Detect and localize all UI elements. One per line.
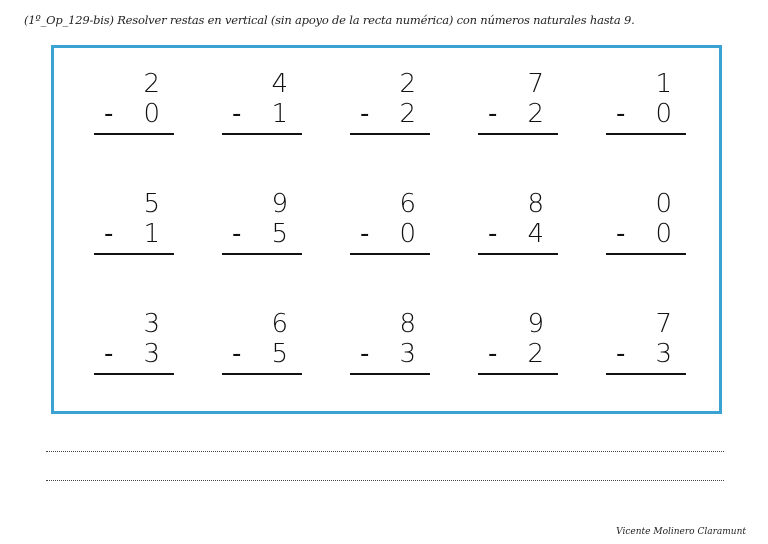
minus-sign: - (488, 99, 498, 129)
subtrahend: 0 (143, 99, 160, 129)
minuend: 8 (399, 309, 416, 339)
minus-sign: - (104, 99, 114, 129)
subtrahend: 1 (271, 99, 288, 129)
answer-line (606, 133, 686, 135)
minuend: 8 (527, 189, 544, 219)
subtrahend: 3 (143, 339, 160, 369)
answer-line (94, 133, 174, 135)
subtrahend: 0 (399, 219, 416, 249)
minus-sign: - (488, 219, 498, 249)
answer-line (222, 253, 302, 255)
subtraction-problem (94, 70, 174, 140)
subtrahend: 2 (399, 99, 416, 129)
minus-sign: - (616, 339, 626, 369)
minuend: 9 (271, 189, 288, 219)
minuend: 2 (143, 69, 160, 99)
subtraction-problem (606, 310, 686, 380)
minus-sign: - (360, 99, 370, 129)
answer-line (606, 373, 686, 375)
answer-line (94, 373, 174, 375)
minus-sign: - (360, 219, 370, 249)
subtraction-problem (94, 190, 174, 260)
minus-sign: - (232, 339, 242, 369)
answer-line (350, 373, 430, 375)
minuend: 2 (399, 69, 416, 99)
answer-line (350, 253, 430, 255)
minuend: 1 (655, 69, 672, 99)
author-signature: Vicente Molinero Claramunt (616, 527, 746, 537)
subtraction-problem (222, 70, 302, 140)
answer-line (606, 253, 686, 255)
minus-sign: - (232, 99, 242, 129)
minuend: 6 (399, 189, 416, 219)
subtraction-problem (350, 70, 430, 140)
answer-line (478, 133, 558, 135)
worksheet-instruction: (1º_Op_129-bis) Resolver restas en vertical (sin apoyo de la recta numérica) con números naturales hasta 9. (24, 13, 635, 27)
minuend: 6 (271, 309, 288, 339)
subtrahend: 2 (527, 99, 544, 129)
minuend: 9 (527, 309, 544, 339)
minus-sign: - (360, 339, 370, 369)
subtraction-problem (350, 190, 430, 260)
subtraction-problem (606, 190, 686, 260)
subtraction-problem (478, 190, 558, 260)
minuend: 3 (143, 309, 160, 339)
subtraction-grid (54, 48, 719, 411)
minus-sign: - (104, 219, 114, 249)
subtrahend: 0 (655, 99, 672, 129)
subtrahend: 1 (143, 219, 160, 249)
minus-sign: - (104, 339, 114, 369)
minuend: 7 (655, 309, 672, 339)
minuend: 5 (143, 189, 160, 219)
minus-sign: - (616, 219, 626, 249)
writing-line (46, 480, 724, 481)
minuend: 4 (271, 69, 288, 99)
answer-line (94, 253, 174, 255)
answer-line (350, 133, 430, 135)
minus-sign: - (616, 99, 626, 129)
subtrahend: 0 (655, 219, 672, 249)
answer-line (478, 253, 558, 255)
answer-line (222, 133, 302, 135)
subtrahend: 5 (271, 339, 288, 369)
subtrahend: 5 (271, 219, 288, 249)
subtrahend: 3 (399, 339, 416, 369)
minus-sign: - (488, 339, 498, 369)
minuend: 7 (527, 69, 544, 99)
subtraction-problem (222, 310, 302, 380)
subtrahend: 4 (527, 219, 544, 249)
subtraction-problem (606, 70, 686, 140)
minuend: 0 (655, 189, 672, 219)
subtraction-problem (222, 190, 302, 260)
writing-line (46, 451, 724, 452)
subtrahend: 2 (527, 339, 544, 369)
answer-line (478, 373, 558, 375)
subtraction-problem (350, 310, 430, 380)
subtraction-problem (478, 310, 558, 380)
minus-sign: - (232, 219, 242, 249)
answer-line (222, 373, 302, 375)
subtrahend: 3 (655, 339, 672, 369)
subtraction-problem (94, 310, 174, 380)
exercise-frame (51, 45, 722, 414)
subtraction-problem (478, 70, 558, 140)
